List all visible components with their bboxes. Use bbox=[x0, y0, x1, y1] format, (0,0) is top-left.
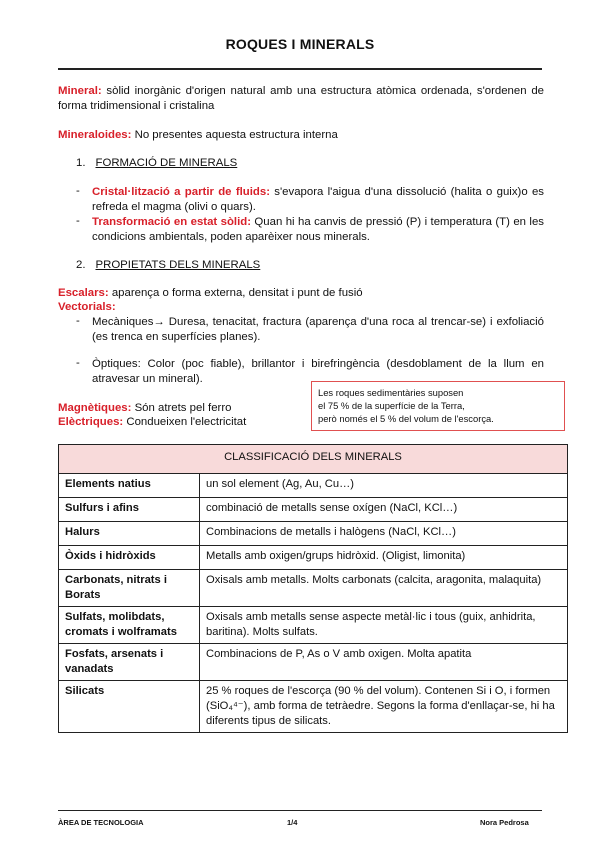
footer-author: Nora Pedrosa bbox=[480, 818, 529, 827]
section-2-label: PROPIETATS DELS MINERALS bbox=[95, 259, 261, 271]
table-row bbox=[59, 522, 568, 546]
table-cell-description: Combinacions de metalls i halògens (NaCl, KCl…) bbox=[200, 522, 568, 546]
table-cell-description: un sol element (Ag, Au, Cu…) bbox=[200, 474, 568, 498]
mineral-text: sòlid inorgànic d'origen natural amb una estructura atòmica ordenada, s'ordenen de forma tridimensional i cristalina bbox=[58, 85, 544, 112]
bullet-dash: - bbox=[76, 315, 80, 327]
mineraloides-definition bbox=[58, 128, 544, 143]
table-row bbox=[59, 681, 568, 733]
escalars-term: Escalars: bbox=[58, 287, 109, 299]
formacio-item-2 bbox=[92, 215, 544, 245]
vectorials-line bbox=[58, 300, 544, 315]
table-cell-class: Silicats bbox=[59, 681, 200, 733]
title-divider bbox=[58, 68, 542, 70]
sidenote-line: però només el 5 % del volum de l'escorça. bbox=[318, 413, 494, 424]
vectorial-mecaniques: Mecàniques→ Duresa, tenacitat, fractura (aparença d'una roca al trencar-se) i exfoliació (es trenca en superfícies planes). bbox=[92, 316, 544, 343]
bullet-dash: - bbox=[76, 357, 80, 369]
formacio-item-2-term: Transformació en estat sòlid: bbox=[92, 216, 252, 228]
table-cell-description: Combinacions de P, As o V amb oxigen. Molta apatita bbox=[200, 644, 568, 681]
mineral-definition bbox=[58, 84, 544, 114]
table-row bbox=[59, 546, 568, 570]
footer-divider bbox=[58, 810, 542, 811]
table-cell-class: Carbonats, nitrats i Borats bbox=[59, 570, 200, 607]
table-cell-class: Fosfats, arsenats i vanadats bbox=[59, 644, 200, 681]
table-row bbox=[59, 570, 568, 607]
table-cell-description: Metalls amb oxigen/grups hidròxid. (Oligist, limonita) bbox=[200, 546, 568, 570]
table-cell-description: Oxisals amb metalls sense aspecte metàl·lic i tous (guix, anhidrita, baritina). Molts sulfats. bbox=[200, 607, 568, 644]
section-1-heading bbox=[76, 157, 237, 169]
minerals-classification-table bbox=[58, 444, 568, 733]
mineral-term: Mineral: bbox=[58, 85, 102, 97]
table-cell-description: 25 % roques de l'escorça (90 % del volum). Contenen Si i O, i formen (SiO₄⁴⁻), amb forma de tetràedre. Segons la forma d'enllaçar-se, hi ha diferents tipus de silicats. bbox=[200, 681, 568, 733]
formacio-item-1-term: Cristal·lització a partir de fluids: bbox=[92, 186, 270, 198]
table-row bbox=[59, 498, 568, 522]
formacio-item-1 bbox=[92, 185, 544, 215]
table-header: CLASSIFICACIÓ DELS MINERALS bbox=[59, 445, 568, 474]
table-cell-class: Òxids i hidròxids bbox=[59, 546, 200, 570]
formacio-item-2-text: Quan hi ha canvis de pressió (P) i temperatura (T) en les condicions ambientals, poden aparèixer nous minerals. bbox=[92, 216, 544, 243]
table-cell-class: Sulfurs i afins bbox=[59, 498, 200, 522]
page-title: ROQUES I MINERALS bbox=[225, 36, 375, 52]
magnetiques-term: Magnètiques: bbox=[58, 402, 132, 414]
mineraloides-text: No presentes aquesta estructura interna bbox=[131, 129, 338, 141]
electriques-text: Condueixen l'electricitat bbox=[123, 416, 247, 428]
formacio-item-1-text: s'evapora l'aigua d'una dissolució (halita o guix)o es refreda el magma (olivi o quars). bbox=[92, 186, 544, 213]
footer-department: ÀREA DE TECNOLOGIA bbox=[58, 818, 144, 827]
table-cell-class: Halurs bbox=[59, 522, 200, 546]
table-cell-class: Elements natius bbox=[59, 474, 200, 498]
sidenote-line: Les roques sedimentàries suposen bbox=[318, 387, 464, 398]
section-1-label: FORMACIÓ DE MINERALS bbox=[95, 157, 238, 169]
table-cell-description: Oxisals amb metalls. Molts carbonats (calcita, aragonita, malaquita) bbox=[200, 570, 568, 607]
table-row bbox=[59, 607, 568, 644]
escalars-text: aparença o forma externa, densitat i punt de fusió bbox=[108, 287, 363, 299]
vectorial-optiques: Òptiques: Color (poc fiable), brillantor i birefringència (desdoblament de la llum en atravesar un mineral). bbox=[92, 358, 544, 385]
electriques-term: Elèctriques: bbox=[58, 416, 124, 428]
sidenote-line: el 75 % de la superfície de la Terra, bbox=[318, 400, 465, 411]
sidenote-box bbox=[311, 381, 565, 431]
bullet-dash: - bbox=[76, 215, 80, 227]
mineraloides-term: Mineraloides: bbox=[58, 129, 132, 141]
table-cell-class: Sulfats, molibdats, cromats i wolframats bbox=[59, 607, 200, 644]
table-row bbox=[59, 474, 568, 498]
section-2-number: 2. bbox=[76, 259, 86, 271]
table-row bbox=[59, 644, 568, 681]
section-2-heading bbox=[76, 259, 260, 271]
escalars-line bbox=[58, 286, 544, 301]
section-1-number: 1. bbox=[76, 157, 86, 169]
vectorials-term: Vectorials: bbox=[58, 301, 116, 313]
footer-page-number: 1/4 bbox=[287, 818, 298, 827]
bullet-dash: - bbox=[76, 185, 80, 197]
magnetiques-text: Són atrets pel ferro bbox=[131, 402, 232, 414]
table-cell-description: combinació de metalls sense oxígen (NaCl, KCl…) bbox=[200, 498, 568, 522]
table-header-row bbox=[59, 445, 568, 474]
